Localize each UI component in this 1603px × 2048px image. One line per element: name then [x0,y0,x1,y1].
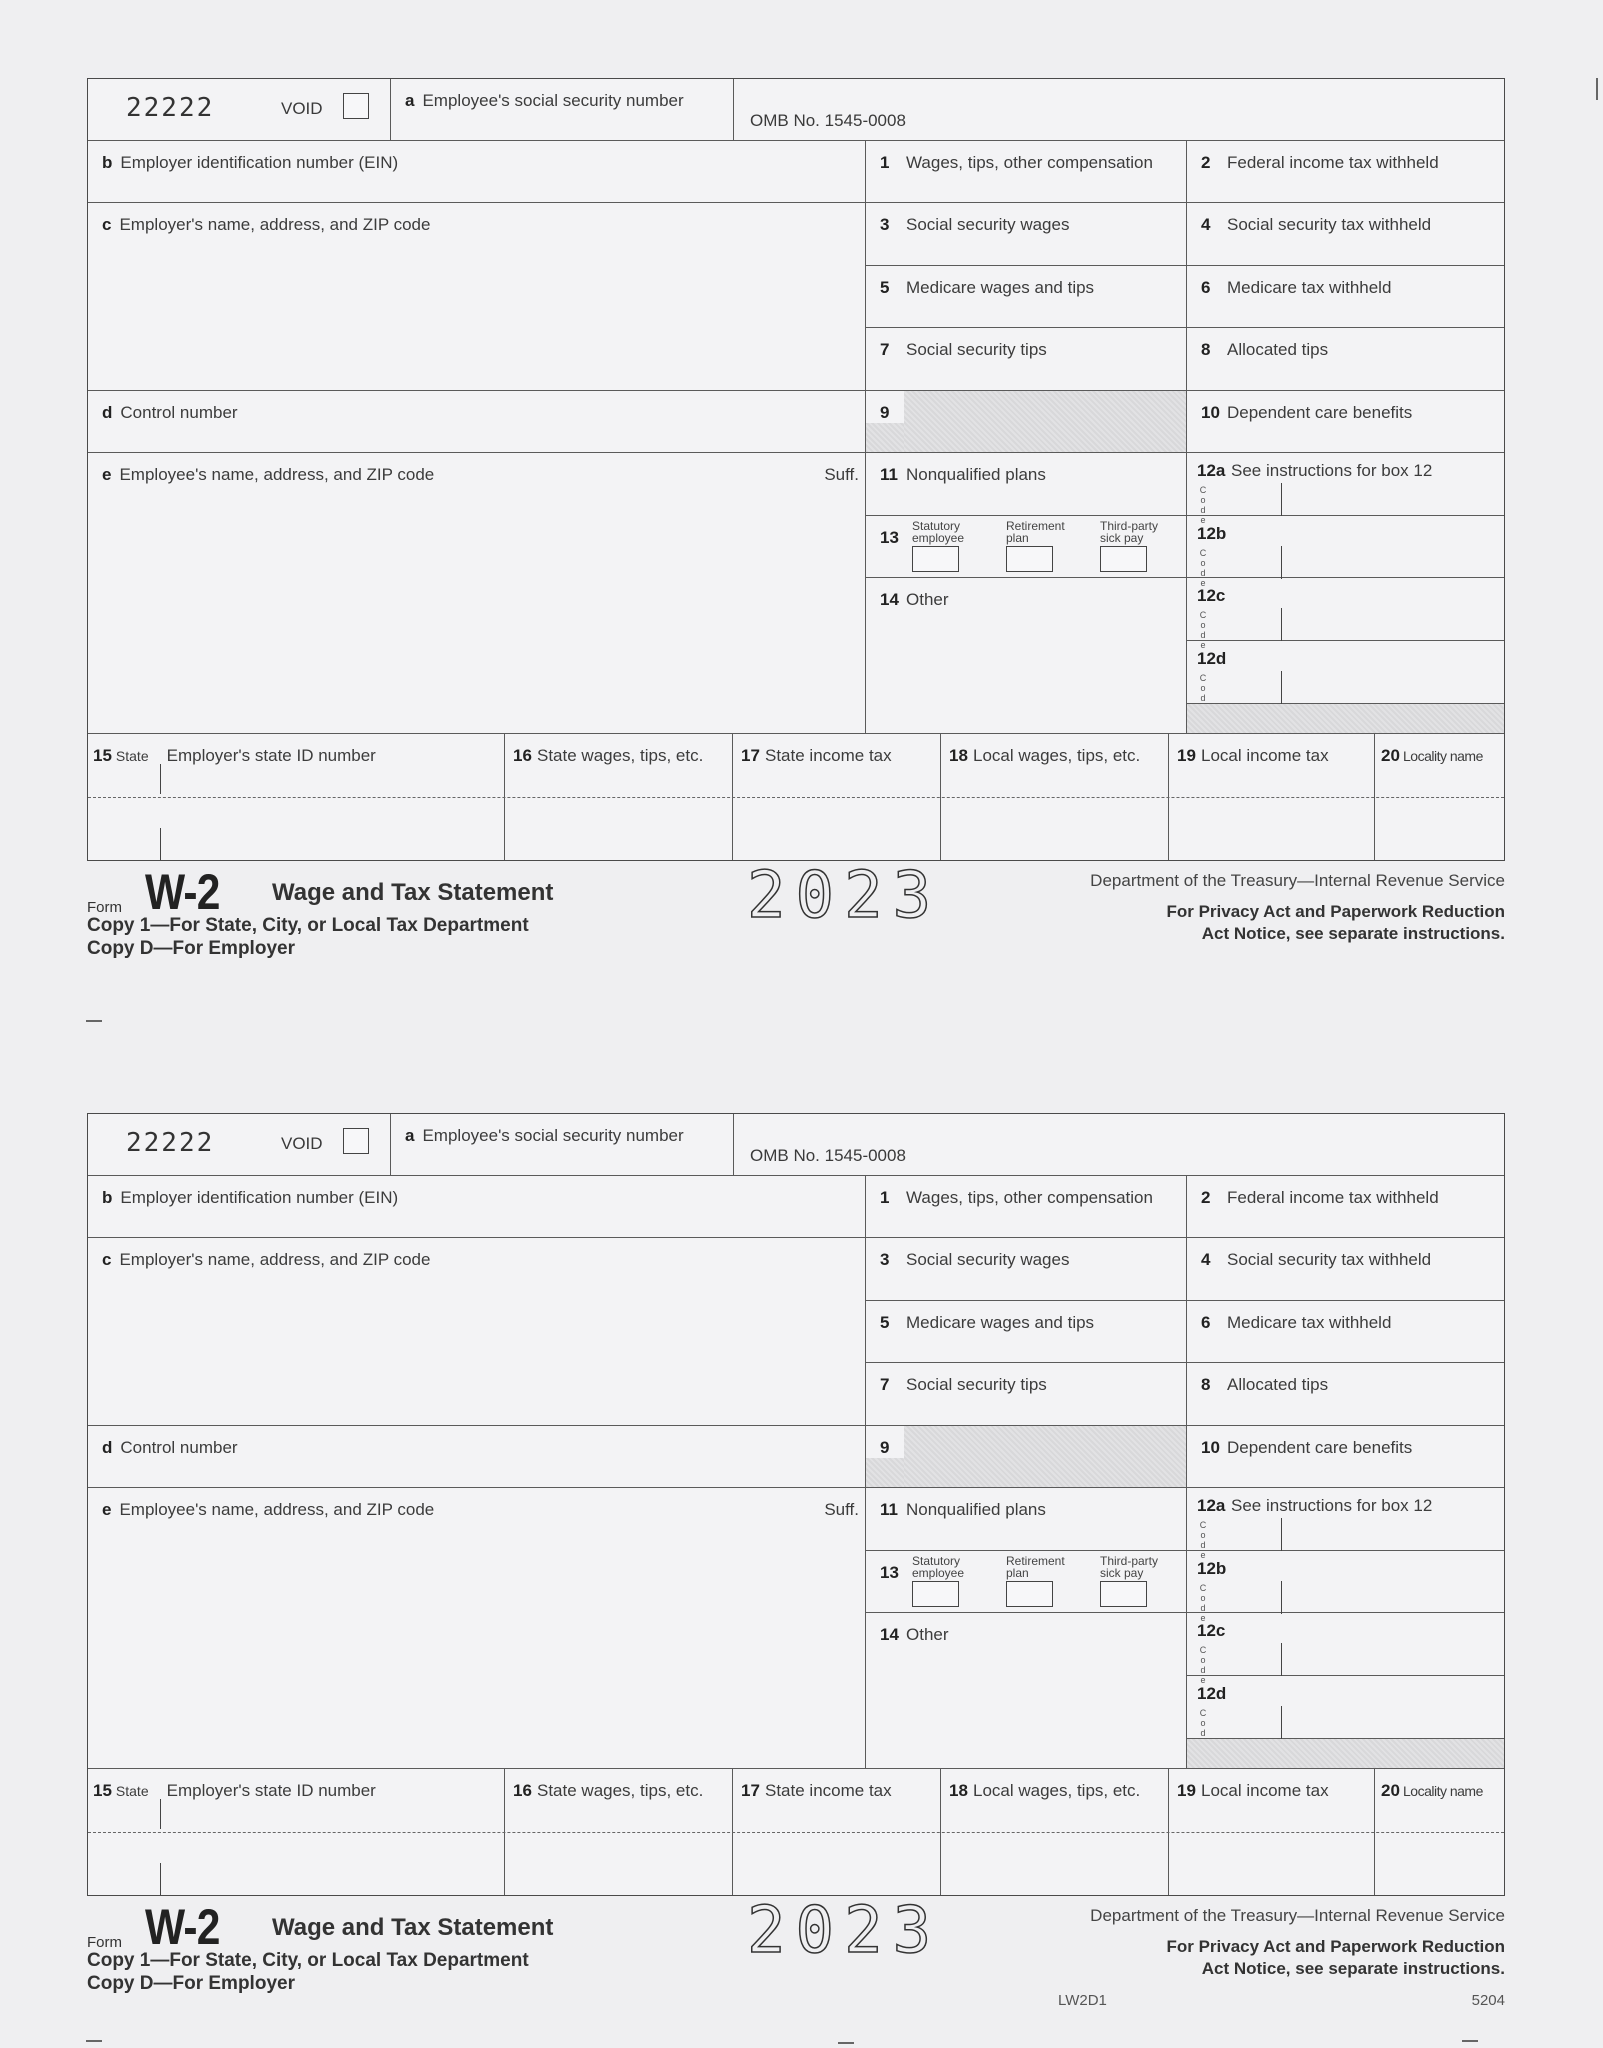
box-number: 12c [1197,586,1226,605]
box-letter: c [102,215,112,234]
box-13 [866,516,1187,578]
box-letter: e [102,465,112,484]
box-number: 19 [1177,1781,1196,1800]
copy-d-label: Copy D—For Employer [87,938,295,959]
form-grid [87,78,1505,861]
statutory-employee-label: Statutory employee [912,519,965,545]
perforation-mark [838,2042,854,2044]
box-label: Employer's state ID number [166,746,376,765]
state-row-divider [88,797,1504,798]
box-label: Dependent care benefits [1227,1438,1413,1457]
box-label: Wages, tips, other compensation [906,1188,1153,1207]
box-letter: b [102,153,113,172]
box-number: 20 [1381,746,1400,765]
box-6[interactable] [1187,1301,1504,1363]
box-label: Local wages, tips, etc. [973,746,1141,765]
box-label: Locality name [1403,748,1483,764]
void-checkbox[interactable] [343,1128,369,1154]
box-number: 18 [949,746,968,765]
box-number: 11 [880,1500,898,1519]
box-number: 1 [880,153,890,172]
box-number: 11 [880,465,898,484]
statutory-employee-label: Statutory employee [912,1554,965,1580]
box-12d[interactable] [1187,641,1504,704]
box-number: 6 [1201,1313,1211,1332]
form-code-box [88,79,391,141]
shaded-area-12 [1187,1739,1504,1769]
box-label: Employer's name, address, and ZIP code [119,215,431,234]
box-label: Locality name [1403,1783,1483,1799]
box-number: 2 [1201,1188,1211,1207]
box-10[interactable] [1187,1426,1504,1488]
state-label: State [115,1783,149,1799]
department-label: Department of the Treasury—Internal Revenue Service [1090,871,1505,890]
retirement-plan-label: Retirement plan [1006,519,1065,545]
box-letter: d [102,1438,113,1457]
box-number: 13 [880,528,899,547]
perforation-mark [86,2040,102,2042]
box-number: 12b [1197,524,1227,543]
copy-1-label: Copy 1—For State, City, or Local Tax Department [87,1950,529,1971]
box-label: Allocated tips [1227,340,1329,359]
box-number: 14 [880,1625,899,1644]
box-letter: c [102,1250,112,1269]
void-checkbox[interactable] [343,93,369,119]
box-number: 4 [1201,215,1211,234]
w2-form-top [87,78,1505,998]
box-label: Social security tax withheld [1227,215,1432,234]
tax-year: 2023 [747,1894,942,1968]
box-number: 3 [880,215,890,234]
box-label: Social security wages [906,215,1070,234]
box-12d[interactable] [1187,1676,1504,1739]
box-b-ein[interactable] [88,1176,866,1238]
box-number: 12a [1197,461,1226,480]
box-12b[interactable] [1187,516,1504,588]
form-title: Wage and Tax Statement [272,1914,554,1941]
box-12c[interactable] [1187,1613,1504,1685]
box-2[interactable] [1187,1176,1504,1238]
code-label-vertical: C o d [1199,1708,1207,1738]
box-label: See instructions for box 12 [1231,461,1433,480]
box-3[interactable] [866,1238,1187,1301]
box-1[interactable] [866,141,1187,203]
form-code-box [88,1114,391,1176]
code-label-vertical: C o d e [1199,548,1207,588]
box-label: Local wages, tips, etc. [973,1781,1141,1800]
box-label: State income tax [765,746,892,765]
box-number: 15 [93,746,112,765]
box-label: Control number [120,1438,238,1457]
box-number: 7 [880,1375,890,1394]
perforation-mark [86,1020,102,1022]
box-label: Local income tax [1201,1781,1329,1800]
omb-number: OMB No. 1545-0008 [750,111,906,130]
box-12b[interactable] [1187,1551,1504,1623]
box-number: 12d [1197,649,1227,668]
department-label: Department of the Treasury—Internal Revenue Service [1090,1906,1505,1925]
retirement-plan-label: Retirement plan [1006,1554,1065,1580]
box-6[interactable] [1187,266,1504,328]
box-e-employee-name[interactable] [88,453,866,734]
third-party-sick-pay-label: Third-party sick pay [1100,519,1159,545]
box-number: 7 [880,340,890,359]
shaded-area [904,391,1186,452]
box-7[interactable] [866,1363,1187,1426]
retirement-plan-checkbox[interactable] [1006,546,1053,572]
box-9 [866,1426,1187,1488]
retirement-plan-checkbox[interactable] [1006,1581,1053,1607]
box-label: Social security tips [906,1375,1047,1394]
box-label: Employee's name, address, and ZIP code [119,1500,435,1519]
box-number: 12c [1197,1621,1226,1640]
box-8[interactable] [1187,328,1504,391]
edge-mark [1596,78,1598,100]
box-14[interactable] [866,578,1187,734]
box-number: 20 [1381,1781,1400,1800]
box-number: 12a [1197,1496,1226,1515]
box-a-ssn[interactable] [391,79,734,141]
box-label: Wages, tips, other compensation [906,153,1153,172]
box-letter: b [102,1188,113,1207]
statutory-employee-checkbox[interactable] [912,546,959,572]
suffix-label: Suff. [824,1500,859,1519]
third-party-sick-pay-checkbox[interactable] [1100,546,1147,572]
suffix-label: Suff. [824,465,859,484]
form-word: Form [87,1934,122,1951]
box-label: Dependent care benefits [1227,403,1413,422]
form-code: 22222 [126,93,215,123]
box-label: Nonqualified plans [906,1500,1046,1519]
box-10[interactable] [1187,391,1504,453]
copy-1-label: Copy 1—For State, City, or Local Tax Department [87,915,529,936]
box-number: 3 [880,1250,890,1269]
box-label: See instructions for box 12 [1231,1496,1433,1515]
box-d-control-number[interactable] [88,1426,866,1488]
third-party-sick-pay-checkbox[interactable] [1100,1581,1147,1607]
box-number: 15 [93,1781,112,1800]
privacy-line-1: For Privacy Act and Paperwork Reduction [1166,902,1505,921]
code-label-vertical: C o d e [1199,610,1207,650]
privacy-line-2: Act Notice, see separate instructions. [1201,924,1505,943]
box-b-ein[interactable] [88,141,866,203]
box-label: State wages, tips, etc. [537,1781,704,1800]
box-c-employer-name[interactable] [88,1238,866,1426]
box-12a[interactable] [1187,453,1504,525]
privacy-line-2: Act Notice, see separate instructions. [1201,1959,1505,1978]
code-label-vertical: C o d e [1199,1583,1207,1623]
privacy-notice [1166,901,1505,945]
box-label: Nonqualified plans [906,465,1046,484]
shaded-area-12 [1187,704,1504,734]
code-label-vertical: C o d e [1199,485,1207,525]
box-number: 16 [513,746,532,765]
box-1[interactable] [866,1176,1187,1238]
box-number: 8 [1201,340,1211,359]
box-number: 6 [1201,278,1211,297]
form-grid [87,1113,1505,1896]
box-14[interactable] [866,1613,1187,1769]
catalog-code: LW2D1 [1058,1992,1107,2009]
code-label-vertical: C o d e [1199,1645,1207,1685]
box-11[interactable] [866,453,1187,516]
box-label: Medicare tax withheld [1227,1313,1392,1332]
box-4[interactable] [1187,1238,1504,1301]
box-13 [866,1551,1187,1613]
box-label: Local income tax [1201,746,1329,765]
box-c-employer-name[interactable] [88,203,866,391]
box-label: Employer's state ID number [166,1781,376,1800]
box-number: 2 [1201,153,1211,172]
perforation-mark [1462,2040,1478,2042]
box-label: Employee's name, address, and ZIP code [119,465,435,484]
box-7[interactable] [866,328,1187,391]
box-12c[interactable] [1187,578,1504,650]
box-number: 10 [1201,403,1220,422]
code-label-vertical: C o d [1199,673,1207,703]
box-label: State income tax [765,1781,892,1800]
box-number: 19 [1177,746,1196,765]
box-number: 9 [880,403,890,422]
form-name: W-2 [145,1899,220,1955]
box-number: 13 [880,1563,899,1582]
box-12a[interactable] [1187,1488,1504,1560]
box-9 [866,391,1187,453]
box-number: 12d [1197,1684,1227,1703]
box-number: 1 [880,1188,890,1207]
box-number: 10 [1201,1438,1220,1457]
box-11[interactable] [866,1488,1187,1551]
void-label: VOID [281,99,323,118]
box-d-control-number[interactable] [88,391,866,453]
box-number: 14 [880,590,899,609]
box-e-employee-name[interactable] [88,1488,866,1769]
box-number: 5 [880,1313,890,1332]
omb-box [734,79,1504,141]
omb-number: OMB No. 1545-0008 [750,1146,906,1165]
box-label: Medicare wages and tips [906,278,1095,297]
void-label: VOID [281,1134,323,1153]
box-number: 12b [1197,1559,1227,1578]
box-label: Employee's social security number [422,91,684,110]
box-label: Control number [120,403,238,422]
box-letter: d [102,403,113,422]
tax-year: 2023 [747,859,942,933]
omb-box [734,1114,1504,1176]
box-letter: a [405,91,415,110]
form-name: W-2 [145,864,220,920]
box-number: 16 [513,1781,532,1800]
stock-number: 5204 [1471,1992,1505,2009]
box-label: State wages, tips, etc. [537,746,704,765]
box-3[interactable] [866,203,1187,266]
box-number: 9 [880,1438,890,1457]
state-label: State [115,748,149,764]
box-number: 17 [741,746,760,765]
box-number: 5 [880,278,890,297]
box-label: Employer identification number (EIN) [120,1188,399,1207]
box-5[interactable] [866,266,1187,328]
box-label: Allocated tips [1227,1375,1329,1394]
box-label: Employer's name, address, and ZIP code [119,1250,431,1269]
box-number: 18 [949,1781,968,1800]
box-label: Medicare tax withheld [1227,278,1392,297]
box-label: Social security tips [906,340,1047,359]
form-word: Form [87,899,122,916]
box-label: Employer identification number (EIN) [120,153,399,172]
box-label: Other [906,590,949,609]
box-label: Other [906,1625,949,1644]
box-a-ssn[interactable] [391,1114,734,1176]
form-title: Wage and Tax Statement [272,879,554,906]
box-4[interactable] [1187,203,1504,266]
box-letter: e [102,1500,112,1519]
w2-form-bottom [87,1113,1505,2033]
box-label: Medicare wages and tips [906,1313,1095,1332]
box-label: Social security wages [906,1250,1070,1269]
box-label: Social security tax withheld [1227,1250,1432,1269]
code-label-vertical: C o d e [1199,1520,1207,1560]
box-number: 4 [1201,1250,1211,1269]
box-letter: a [405,1126,415,1145]
copy-d-label: Copy D—For Employer [87,1973,295,1994]
box-5[interactable] [866,1301,1187,1363]
box-number: 17 [741,1781,760,1800]
box-2[interactable] [1187,141,1504,203]
privacy-notice [1166,1936,1505,1980]
form-code: 22222 [126,1128,215,1158]
state-row-divider [88,1832,1504,1833]
form-footer [87,861,1505,991]
box-label: Federal income tax withheld [1227,1188,1439,1207]
box-number: 8 [1201,1375,1211,1394]
box-label: Federal income tax withheld [1227,153,1439,172]
form-footer [87,1896,1505,2026]
box-label: Employee's social security number [422,1126,684,1145]
privacy-line-1: For Privacy Act and Paperwork Reduction [1166,1937,1505,1956]
shaded-area [904,1426,1186,1487]
box-8[interactable] [1187,1363,1504,1426]
statutory-employee-checkbox[interactable] [912,1581,959,1607]
third-party-sick-pay-label: Third-party sick pay [1100,1554,1159,1580]
